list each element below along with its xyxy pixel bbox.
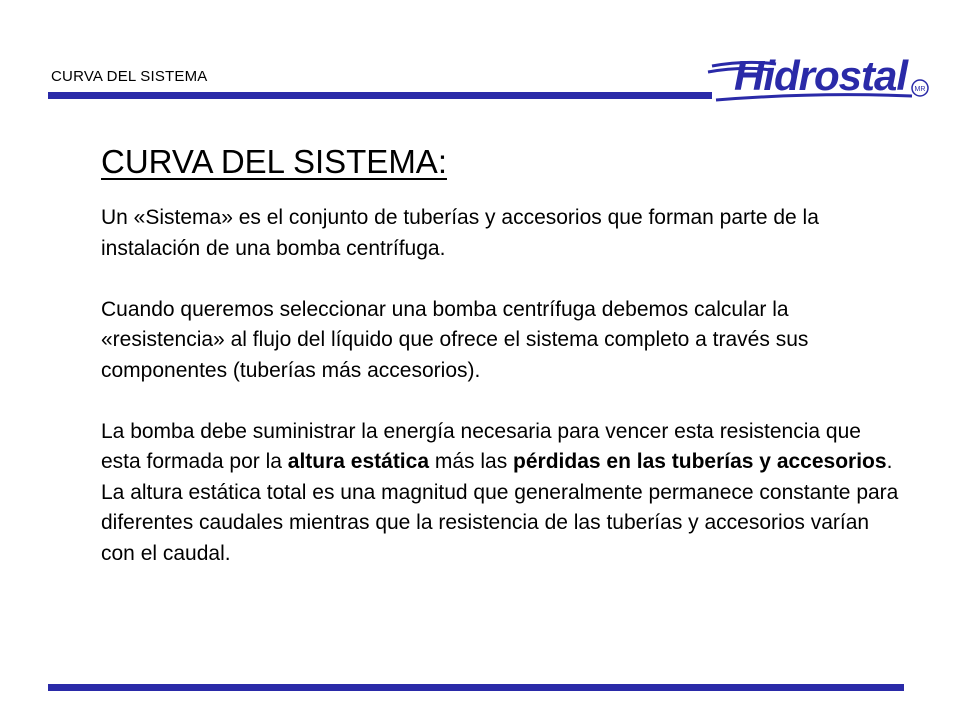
bold-term-altura-estatica: altura estática xyxy=(287,450,430,473)
hidrostal-logo-graphic xyxy=(706,42,936,108)
footer-rule xyxy=(48,684,904,691)
paragraph-3-text-2: más las xyxy=(429,450,514,473)
paragraph-1: Un «Sistema» es el conjunto de tuberías y accesorios que forman parte de la instalación de una bomba centrífuga. xyxy=(101,206,819,260)
paragraph-3-text-3: . La altura estática total es una magnitud que generalmente permanece constante para diferentes caudales mientras que la resistencia de las tuberías y accesorios varían con el caudal. xyxy=(101,450,899,565)
page-title: CURVA DEL SISTEMA: xyxy=(101,143,447,180)
body-text xyxy=(101,203,901,569)
paragraph-3 xyxy=(101,417,901,570)
header-section-label: CURVA DEL SISTEMA xyxy=(51,68,208,85)
logo-registered-mark: MR xyxy=(914,86,926,93)
bold-term-perdidas: pérdidas en las tuberías y accesorios xyxy=(513,450,887,473)
header-rule xyxy=(48,92,712,99)
paragraph-2: Cuando queremos seleccionar una bomba centrífuga debemos calcular la «resistencia» al flujo del líquido que ofrece el sistema completo a través sus componentes (tuberías más accesorios). xyxy=(101,297,809,382)
paragraph-3-text-1: La bomba debe suministrar la energía necesaria para vencer esta resistencia que esta formada por la xyxy=(101,419,861,473)
hidrostal-logo xyxy=(706,42,936,108)
logo-wordmark: Hidrostal xyxy=(734,52,908,99)
